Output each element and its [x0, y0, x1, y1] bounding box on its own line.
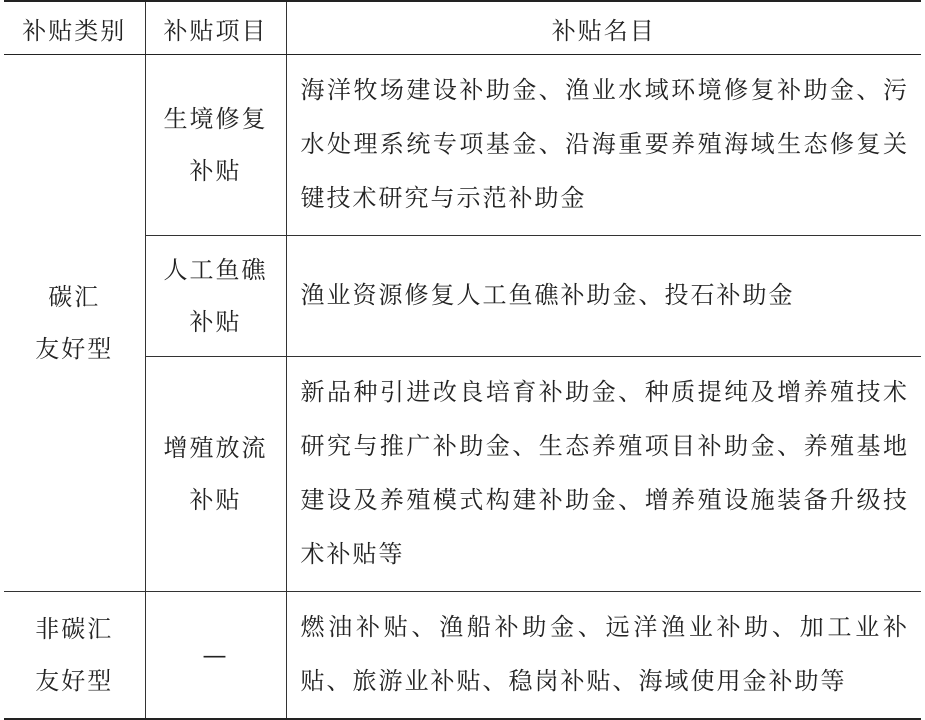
dash-text: — — [202, 641, 229, 669]
category-carbon-sink-friendly: 碳汇 友好型 — [4, 55, 145, 592]
item-none-dash — [145, 592, 286, 720]
item-artificial-reef: 人工鱼礁 补贴 — [145, 236, 286, 357]
table-row — [4, 55, 921, 236]
header-subsidy-item: 补贴项目 — [145, 1, 286, 55]
names-habitat-restoration: 海洋牧场建设补助金、渔业水域环境修复补助金、污水处理系统专项基金、沿海重要养殖海域生态修复关键技术研究与示范补助金 — [286, 55, 921, 236]
names-non-carbon-sink: 燃油补贴、渔船补助金、远洋渔业补助、加工业补贴、旅游业补贴、稳岗补贴、海域使用金补助等 — [286, 592, 921, 720]
subsidy-table — [4, 0, 921, 720]
table-row — [4, 592, 921, 720]
header-row — [4, 1, 921, 55]
item-stock-enhancement: 增殖放流 补贴 — [145, 357, 286, 592]
item-habitat-restoration: 生境修复 补贴 — [145, 55, 286, 236]
category-non-carbon-sink-friendly: 非碳汇 友好型 — [4, 592, 145, 720]
names-stock-enhancement: 新品种引进改良培育补助金、种质提纯及增养殖技术研究与推广补助金、生态养殖项目补助金、养殖基地建设及养殖模式构建补助金、增养殖设施装备升级技术补贴等 — [286, 357, 921, 592]
header-subsidy-names: 补贴名目 — [286, 1, 921, 55]
names-artificial-reef: 渔业资源修复人工鱼礁补助金、投石补助金 — [286, 236, 921, 357]
header-subsidy-category: 补贴类别 — [4, 1, 145, 55]
